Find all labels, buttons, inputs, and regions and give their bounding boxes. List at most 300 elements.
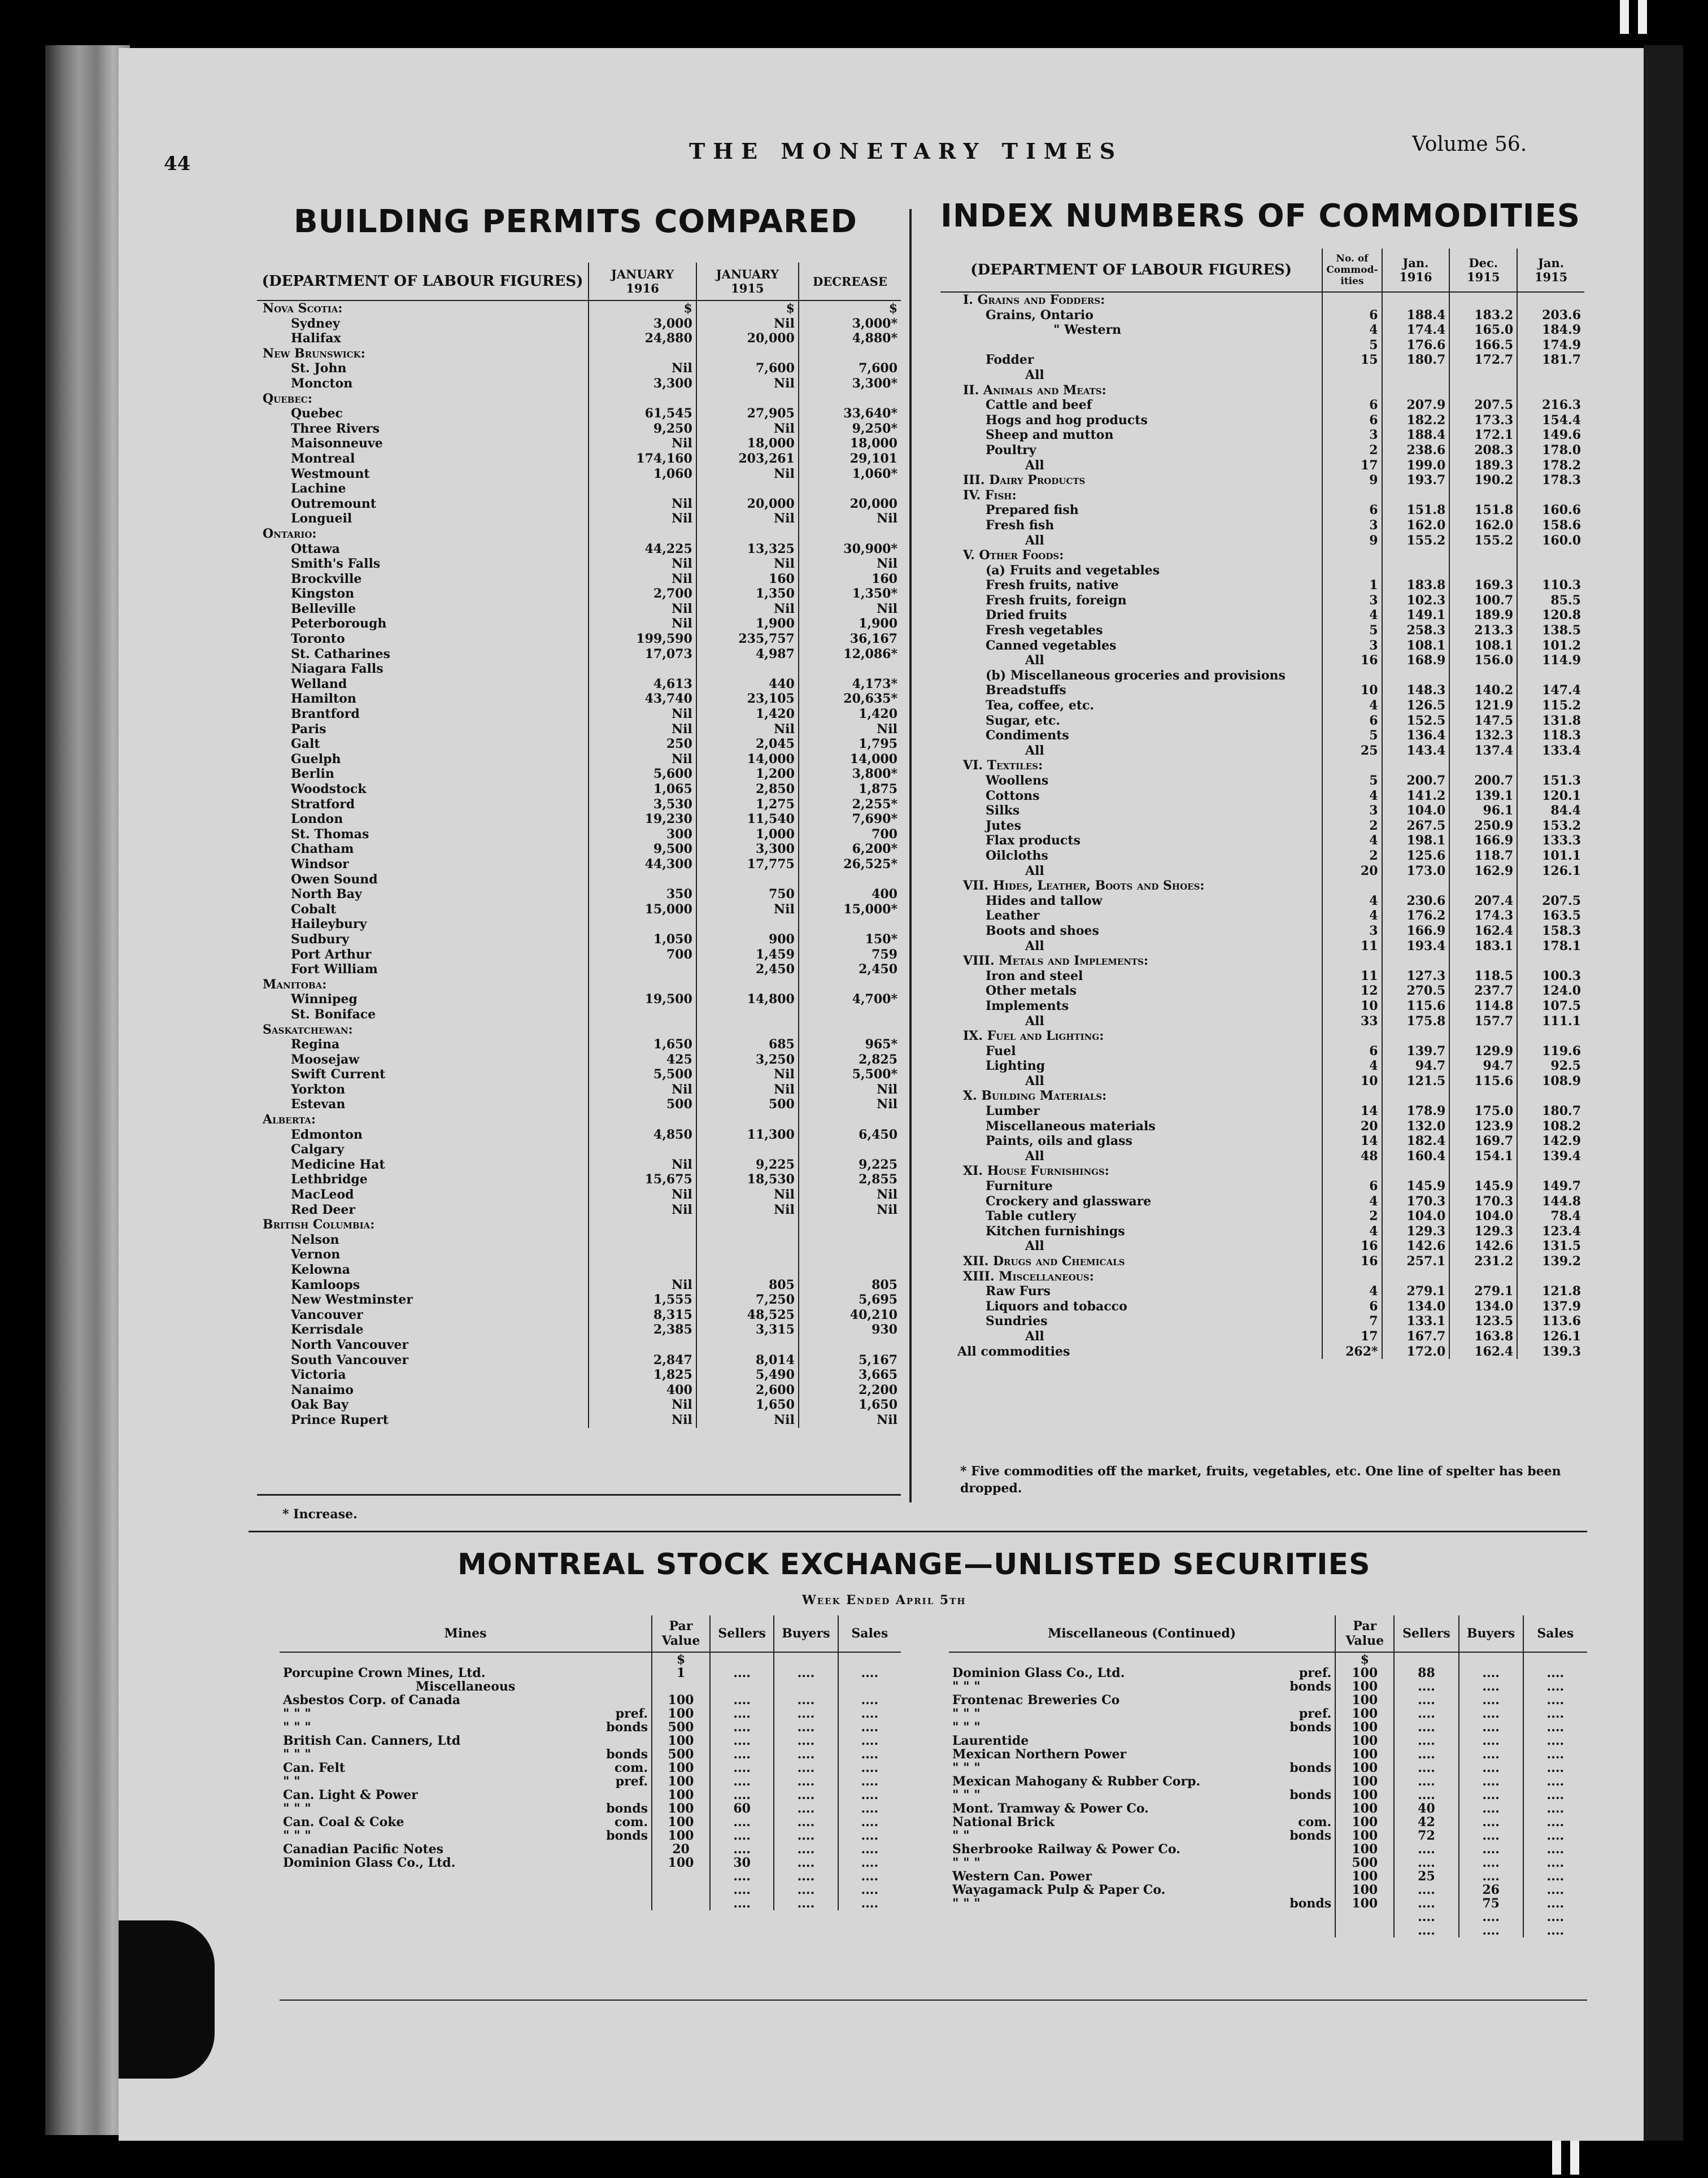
commodity-count: 6 bbox=[1322, 503, 1382, 518]
index-dec-1915 bbox=[1449, 1269, 1517, 1284]
index-dec-1915: 166.9 bbox=[1449, 833, 1517, 848]
sellers: .... bbox=[1394, 1910, 1458, 1924]
index-jan-1916: 182.4 bbox=[1382, 1134, 1450, 1149]
value-decrease bbox=[799, 526, 901, 542]
index-jan-1915 bbox=[1517, 758, 1584, 773]
value-decrease: 1,350* bbox=[799, 586, 901, 602]
par-value bbox=[1335, 1910, 1394, 1924]
value-jan-1916: 350 bbox=[589, 887, 696, 902]
index-jan-1915: 108.2 bbox=[1517, 1119, 1584, 1134]
value-decrease: Nil bbox=[799, 1082, 901, 1097]
commodity-name: All bbox=[1025, 367, 1044, 382]
security-name: Canadian Pacific Notes bbox=[283, 1842, 444, 1857]
index-dec-1915: 104.0 bbox=[1449, 1209, 1517, 1224]
par-value: 100 bbox=[652, 1775, 710, 1788]
commodity-count bbox=[1322, 1164, 1382, 1179]
value-jan-1916: Nil bbox=[589, 602, 696, 617]
index-dec-1915: 162.9 bbox=[1449, 864, 1517, 879]
index-dec-1915: 190.2 bbox=[1449, 473, 1517, 488]
index-jan-1916: 126.5 bbox=[1382, 698, 1450, 713]
index-dec-1915: 115.6 bbox=[1449, 1074, 1517, 1089]
security-name-cell bbox=[949, 1761, 1335, 1775]
value-decrease: 14,000 bbox=[799, 752, 901, 767]
index-jan-1915: 114.9 bbox=[1517, 653, 1584, 668]
security-row bbox=[280, 1802, 901, 1815]
par-value: 100 bbox=[652, 1693, 710, 1707]
security-name-cell bbox=[949, 1652, 1335, 1666]
sellers: .... bbox=[1394, 1707, 1458, 1720]
value-jan-1916: 1,650 bbox=[589, 1037, 696, 1052]
sales: .... bbox=[838, 1842, 901, 1856]
value-jan-1915: 27,905 bbox=[696, 406, 799, 421]
sales: .... bbox=[1523, 1693, 1587, 1707]
security-row bbox=[280, 1680, 901, 1693]
municipality-name: Niagara Falls bbox=[291, 661, 384, 677]
sellers: .... bbox=[1394, 1883, 1458, 1897]
value-decrease: 3,300* bbox=[799, 376, 901, 391]
municipality-name: Outremount bbox=[291, 496, 377, 511]
commodity-row bbox=[940, 803, 1584, 818]
par-value: 100 bbox=[1335, 1815, 1394, 1829]
value-decrease: 2,855 bbox=[799, 1172, 901, 1187]
permit-row bbox=[257, 857, 901, 872]
security-name: " " " bbox=[283, 1706, 311, 1721]
municipality-name: Oak Bay bbox=[291, 1397, 348, 1413]
commodity-count: 3 bbox=[1322, 924, 1382, 939]
value-jan-1916: 250 bbox=[589, 737, 696, 752]
index-jan-1915: 120.1 bbox=[1517, 789, 1584, 804]
index-jan-1916 bbox=[1382, 368, 1450, 383]
index-jan-1915: 178.1 bbox=[1517, 939, 1584, 954]
index-jan-1915: 78.4 bbox=[1517, 1209, 1584, 1224]
commodity-count: 3 bbox=[1322, 638, 1382, 654]
index-dec-1915 bbox=[1449, 878, 1517, 894]
security-row bbox=[949, 1693, 1587, 1707]
value-jan-1915: 160 bbox=[696, 572, 799, 587]
commodity-count: 4 bbox=[1322, 908, 1382, 924]
volume-label: Volume 56. bbox=[1412, 133, 1527, 156]
value-decrease: 2,825 bbox=[799, 1052, 901, 1068]
commodity-row bbox=[940, 1149, 1584, 1164]
commodity-count bbox=[1322, 383, 1382, 398]
book-binding bbox=[45, 45, 130, 2135]
index-jan-1915: 160.6 bbox=[1517, 503, 1584, 518]
commodity-row bbox=[940, 908, 1584, 924]
commodity-name: " Western bbox=[1053, 323, 1122, 338]
permit-row bbox=[257, 647, 901, 662]
value-decrease bbox=[799, 1232, 901, 1248]
index-jan-1915: 174.9 bbox=[1517, 338, 1584, 353]
value-decrease: 29,101 bbox=[799, 451, 901, 467]
buyers bbox=[774, 1680, 838, 1693]
sales: .... bbox=[1523, 1802, 1587, 1815]
permit-row bbox=[257, 542, 901, 557]
commodity-name: I. Grains and Fodders: bbox=[963, 293, 1105, 307]
permit-row bbox=[257, 752, 901, 767]
permit-row bbox=[257, 1022, 901, 1038]
municipality-name: Swift Current bbox=[291, 1067, 386, 1082]
par-value: 100 bbox=[652, 1788, 710, 1802]
security-row bbox=[280, 1748, 901, 1761]
permit-row bbox=[257, 707, 901, 722]
index-dec-1915: 123.5 bbox=[1449, 1314, 1517, 1329]
commodity-name: All bbox=[1025, 653, 1044, 668]
index-jan-1915: 147.4 bbox=[1517, 683, 1584, 698]
security-class: pref. bbox=[615, 1774, 648, 1789]
index-jan-1916 bbox=[1382, 1164, 1450, 1179]
sellers: .... bbox=[1394, 1734, 1458, 1748]
commodity-count: 9 bbox=[1322, 473, 1382, 488]
index-jan-1915: 137.9 bbox=[1517, 1299, 1584, 1314]
buyers: .... bbox=[774, 1775, 838, 1788]
security-name: " " " bbox=[952, 1761, 981, 1775]
permit-row bbox=[257, 1338, 901, 1353]
value-decrease: 1,795 bbox=[799, 737, 901, 752]
index-jan-1915: 203.6 bbox=[1517, 308, 1584, 323]
index-jan-1915: 133.3 bbox=[1517, 833, 1584, 848]
security-row bbox=[280, 1707, 901, 1720]
commodity-row bbox=[940, 743, 1584, 759]
municipality-name: Nelson bbox=[291, 1232, 339, 1247]
value-jan-1915 bbox=[696, 1338, 799, 1353]
commodity-row bbox=[940, 983, 1584, 999]
sellers: .... bbox=[1394, 1842, 1458, 1856]
municipality-name: Paris bbox=[291, 721, 326, 737]
thumb-shadow bbox=[119, 1920, 215, 2079]
value-decrease bbox=[799, 1142, 901, 1157]
municipality-name: Nova Scotia: bbox=[263, 301, 343, 316]
commodity-row bbox=[940, 728, 1584, 743]
value-jan-1915: 235,757 bbox=[696, 631, 799, 647]
security-name-cell bbox=[280, 1680, 652, 1693]
par-value: 1 bbox=[652, 1666, 710, 1680]
permit-row bbox=[257, 872, 901, 887]
security-name-cell bbox=[949, 1897, 1335, 1910]
sellers: .... bbox=[710, 1693, 774, 1707]
index-dec-1915: 142.6 bbox=[1449, 1239, 1517, 1254]
security-name-cell bbox=[280, 1734, 652, 1748]
buyers: .... bbox=[774, 1707, 838, 1720]
municipality-name: Kelowna bbox=[291, 1262, 350, 1277]
security-class: com. bbox=[615, 1761, 648, 1775]
commodity-count bbox=[1322, 878, 1382, 894]
index-jan-1916: 167.7 bbox=[1382, 1329, 1450, 1344]
commodity-name: Fresh fruits, foreign bbox=[986, 593, 1127, 608]
index-jan-1915: 144.8 bbox=[1517, 1194, 1584, 1209]
permit-row bbox=[257, 677, 901, 692]
index-dec-1915 bbox=[1449, 548, 1517, 563]
municipality-name: Chatham bbox=[291, 842, 354, 857]
sellers: .... bbox=[710, 1788, 774, 1802]
permit-row bbox=[257, 1187, 901, 1203]
sellers: .... bbox=[1394, 1693, 1458, 1707]
value-jan-1916: 61,545 bbox=[589, 406, 696, 421]
index-jan-1916: 136.4 bbox=[1382, 728, 1450, 743]
buyers: .... bbox=[1459, 1870, 1523, 1883]
commodity-row bbox=[940, 1269, 1584, 1284]
value-jan-1916: 9,500 bbox=[589, 842, 696, 857]
index-dec-1915 bbox=[1449, 1164, 1517, 1179]
index-dec-1915: 169.7 bbox=[1449, 1134, 1517, 1149]
permit-row bbox=[257, 932, 901, 947]
index-jan-1915: 160.0 bbox=[1517, 533, 1584, 548]
index-dec-1915: 147.5 bbox=[1449, 713, 1517, 729]
security-row bbox=[949, 1802, 1587, 1815]
index-jan-1916: 127.3 bbox=[1382, 969, 1450, 984]
index-jan-1916: 148.3 bbox=[1382, 683, 1450, 698]
commodity-name: All bbox=[1025, 1148, 1044, 1164]
building-footnote: * Increase. bbox=[282, 1507, 358, 1522]
municipality-name: Quebec bbox=[291, 406, 343, 421]
index-dec-1915: 189.3 bbox=[1449, 458, 1517, 473]
index-jan-1915: 85.5 bbox=[1517, 593, 1584, 608]
municipality-name: Hamilton bbox=[291, 691, 356, 707]
index-jan-1916: 193.4 bbox=[1382, 939, 1450, 954]
commodity-row bbox=[940, 1104, 1584, 1119]
commodity-name: Fuel bbox=[986, 1043, 1016, 1058]
commodity-row bbox=[940, 413, 1584, 428]
value-jan-1915: Nil bbox=[696, 421, 799, 437]
security-name: " " bbox=[952, 1828, 970, 1843]
index-jan-1916: 183.8 bbox=[1382, 578, 1450, 593]
municipality-name: Stratford bbox=[291, 796, 355, 812]
commodity-count bbox=[1322, 1029, 1382, 1044]
value-jan-1915: Nil bbox=[696, 376, 799, 391]
security-name-cell bbox=[280, 1897, 652, 1910]
value-jan-1915 bbox=[696, 346, 799, 361]
index-jan-1916: 145.9 bbox=[1382, 1179, 1450, 1194]
value-jan-1915 bbox=[696, 1232, 799, 1248]
value-decrease: 9,225 bbox=[799, 1157, 901, 1173]
security-name-cell bbox=[949, 1856, 1335, 1870]
value-jan-1916: 43,740 bbox=[589, 691, 696, 707]
permit-row bbox=[257, 1172, 901, 1187]
security-name-cell bbox=[280, 1652, 652, 1666]
buyers: .... bbox=[774, 1666, 838, 1680]
security-row bbox=[280, 1815, 901, 1829]
sales: .... bbox=[1523, 1910, 1587, 1924]
permit-row bbox=[257, 947, 901, 962]
permit-row bbox=[257, 467, 901, 482]
commodity-name: Fresh fruits, native bbox=[986, 578, 1119, 593]
index-jan-1916: 198.1 bbox=[1382, 833, 1450, 848]
commodity-count: 10 bbox=[1322, 999, 1382, 1014]
security-name: " " " bbox=[283, 1828, 311, 1843]
value-decrease: 5,167 bbox=[799, 1353, 901, 1368]
sellers bbox=[710, 1680, 774, 1693]
commodity-row bbox=[940, 428, 1584, 443]
permit-row bbox=[257, 496, 901, 512]
commodity-row bbox=[940, 1329, 1584, 1344]
municipality-name: Windsor bbox=[291, 856, 349, 872]
index-jan-1916: 162.0 bbox=[1382, 518, 1450, 533]
commodity-row bbox=[940, 924, 1584, 939]
buyers: .... bbox=[1459, 1761, 1523, 1775]
buyers: .... bbox=[774, 1842, 838, 1856]
buyers: .... bbox=[1459, 1924, 1523, 1937]
commodity-count: 6 bbox=[1322, 1299, 1382, 1314]
municipality-name: Prince Rupert bbox=[291, 1412, 389, 1427]
index-jan-1916 bbox=[1382, 758, 1450, 773]
value-jan-1915: 2,045 bbox=[696, 737, 799, 752]
value-decrease: 759 bbox=[799, 947, 901, 962]
security-row bbox=[280, 1775, 901, 1788]
security-name-cell bbox=[280, 1870, 652, 1883]
index-jan-1915: 178.2 bbox=[1517, 458, 1584, 473]
security-name: British Can. Canners, Ltd bbox=[283, 1733, 461, 1748]
permit-row bbox=[257, 1037, 901, 1052]
value-jan-1916 bbox=[589, 872, 696, 887]
security-class: bonds bbox=[1289, 1720, 1332, 1735]
commodity-name: Flax products bbox=[986, 833, 1080, 848]
buyers: .... bbox=[1459, 1734, 1523, 1748]
permit-row bbox=[257, 722, 901, 737]
sales: .... bbox=[1523, 1788, 1587, 1802]
value-jan-1915: Nil bbox=[696, 316, 799, 332]
buyers: .... bbox=[1459, 1815, 1523, 1829]
index-jan-1916 bbox=[1382, 878, 1450, 894]
value-jan-1916: 1,050 bbox=[589, 932, 696, 947]
par-value: 500 bbox=[652, 1748, 710, 1761]
security-name-cell bbox=[280, 1788, 652, 1802]
value-decrease: 150* bbox=[799, 932, 901, 947]
index-jan-1916: 132.0 bbox=[1382, 1119, 1450, 1134]
municipality-name: Port Arthur bbox=[291, 947, 372, 962]
index-dec-1915: 100.7 bbox=[1449, 593, 1517, 608]
index-dec-1915: 157.7 bbox=[1449, 1014, 1517, 1029]
value-decrease bbox=[799, 391, 901, 407]
permit-row bbox=[257, 1367, 901, 1383]
commodity-row bbox=[940, 773, 1584, 789]
value-jan-1916 bbox=[589, 346, 696, 361]
permit-row bbox=[257, 346, 901, 361]
stock-exchange-subtitle: Week Ended April 5th bbox=[802, 1593, 966, 1608]
security-row bbox=[280, 1788, 901, 1802]
municipality-name: Quebec: bbox=[263, 391, 312, 406]
value-jan-1915: 2,600 bbox=[696, 1383, 799, 1398]
commodity-row bbox=[940, 894, 1584, 909]
value-jan-1915: 11,540 bbox=[696, 812, 799, 827]
commodity-name: Silks bbox=[986, 803, 1020, 818]
commodity-name: Table cutlery bbox=[986, 1209, 1077, 1224]
commodity-name: Fresh vegetables bbox=[986, 623, 1103, 638]
commodity-name: All bbox=[1025, 863, 1044, 878]
value-jan-1916: 1,060 bbox=[589, 467, 696, 482]
value-jan-1916: Nil bbox=[589, 436, 696, 451]
security-name: Can. Coal & Coke bbox=[283, 1815, 404, 1829]
security-name-cell bbox=[949, 1734, 1335, 1748]
commodity-name: Canned vegetables bbox=[986, 638, 1117, 653]
sales: .... bbox=[1523, 1748, 1587, 1761]
value-jan-1916: Nil bbox=[589, 572, 696, 587]
commodity-row bbox=[940, 1044, 1584, 1059]
value-decrease: 15,000* bbox=[799, 902, 901, 917]
municipality-name: St. Boniface bbox=[291, 1007, 376, 1022]
sales: .... bbox=[1523, 1829, 1587, 1842]
security-name-cell bbox=[949, 1693, 1335, 1707]
value-jan-1915 bbox=[696, 917, 799, 932]
index-jan-1915: 108.9 bbox=[1517, 1074, 1584, 1089]
commodity-name: IV. Fish: bbox=[963, 487, 1017, 503]
security-name-cell bbox=[280, 1815, 652, 1829]
index-jan-1915: 101.1 bbox=[1517, 848, 1584, 864]
index-jan-1916 bbox=[1382, 668, 1450, 683]
index-dec-1915: 145.9 bbox=[1449, 1179, 1517, 1194]
value-jan-1916: 300 bbox=[589, 827, 696, 842]
value-decrease: Nil bbox=[799, 722, 901, 737]
security-row bbox=[280, 1897, 901, 1910]
index-jan-1916: 188.4 bbox=[1382, 308, 1450, 323]
value-decrease: 930 bbox=[799, 1322, 901, 1338]
security-class: bonds bbox=[606, 1828, 648, 1843]
commodity-count bbox=[1322, 292, 1382, 308]
buyers: .... bbox=[1459, 1856, 1523, 1870]
commodity-name: IX. Fuel and Lighting: bbox=[963, 1029, 1104, 1044]
value-jan-1915: Nil bbox=[696, 1082, 799, 1097]
commodity-row bbox=[940, 878, 1584, 894]
value-decrease: 7,600 bbox=[799, 361, 901, 376]
commodity-name: XI. House Furnishings: bbox=[963, 1164, 1109, 1179]
commodity-count: 4 bbox=[1322, 789, 1382, 804]
commodity-count: 20 bbox=[1322, 1119, 1382, 1134]
commodity-count: 3 bbox=[1322, 593, 1382, 608]
commodity-name: Liquors and tobacco bbox=[986, 1299, 1127, 1314]
index-dec-1915: 162.4 bbox=[1449, 1344, 1517, 1360]
security-row bbox=[949, 1707, 1587, 1720]
index-jan-1916: 141.2 bbox=[1382, 789, 1450, 804]
commodity-row bbox=[940, 488, 1584, 503]
index-jan-1915: 139.4 bbox=[1517, 1149, 1584, 1164]
index-dec-1915 bbox=[1449, 383, 1517, 398]
municipality-name: Manitoba: bbox=[263, 977, 327, 992]
value-jan-1916: 2,385 bbox=[589, 1322, 696, 1338]
value-jan-1916: 2,700 bbox=[589, 586, 696, 602]
par-value: 100 bbox=[1335, 1897, 1394, 1910]
index-jan-1916 bbox=[1382, 292, 1450, 308]
par-value: 100 bbox=[652, 1856, 710, 1870]
security-row bbox=[949, 1775, 1587, 1788]
commodity-row bbox=[940, 1119, 1584, 1134]
par-value: 100 bbox=[1335, 1720, 1394, 1734]
sales: .... bbox=[838, 1693, 901, 1707]
col-jan-1916: JANUARY 1916 bbox=[589, 263, 696, 300]
index-dec-1915: 155.2 bbox=[1449, 533, 1517, 548]
value-decrease: 4,173* bbox=[799, 677, 901, 692]
commodity-count bbox=[1322, 1088, 1382, 1104]
permit-row bbox=[257, 1353, 901, 1368]
value-decrease: 1,875 bbox=[799, 782, 901, 797]
sellers: 88 bbox=[1394, 1666, 1458, 1680]
index-jan-1916: 155.2 bbox=[1382, 533, 1450, 548]
commodity-count: 16 bbox=[1322, 1254, 1382, 1269]
value-jan-1916: 199,590 bbox=[589, 631, 696, 647]
sales: .... bbox=[838, 1897, 901, 1910]
commodity-row bbox=[940, 1134, 1584, 1149]
security-name: " " " bbox=[952, 1896, 981, 1911]
commodity-count bbox=[1322, 368, 1382, 383]
permit-row bbox=[257, 1292, 901, 1308]
index-jan-1915: 124.0 bbox=[1517, 983, 1584, 999]
value-decrease: 6,450 bbox=[799, 1127, 901, 1143]
municipality-name: Kerrisdale bbox=[291, 1322, 364, 1338]
value-decrease: Nil bbox=[799, 1413, 901, 1428]
col-buyers: Buyers bbox=[774, 1615, 838, 1652]
commodity-name: XIII. Miscellaneous: bbox=[963, 1269, 1094, 1284]
value-decrease bbox=[799, 1007, 901, 1022]
security-name-cell bbox=[949, 1829, 1335, 1842]
index-jan-1915: 110.3 bbox=[1517, 578, 1584, 593]
commodity-count bbox=[1322, 563, 1382, 578]
